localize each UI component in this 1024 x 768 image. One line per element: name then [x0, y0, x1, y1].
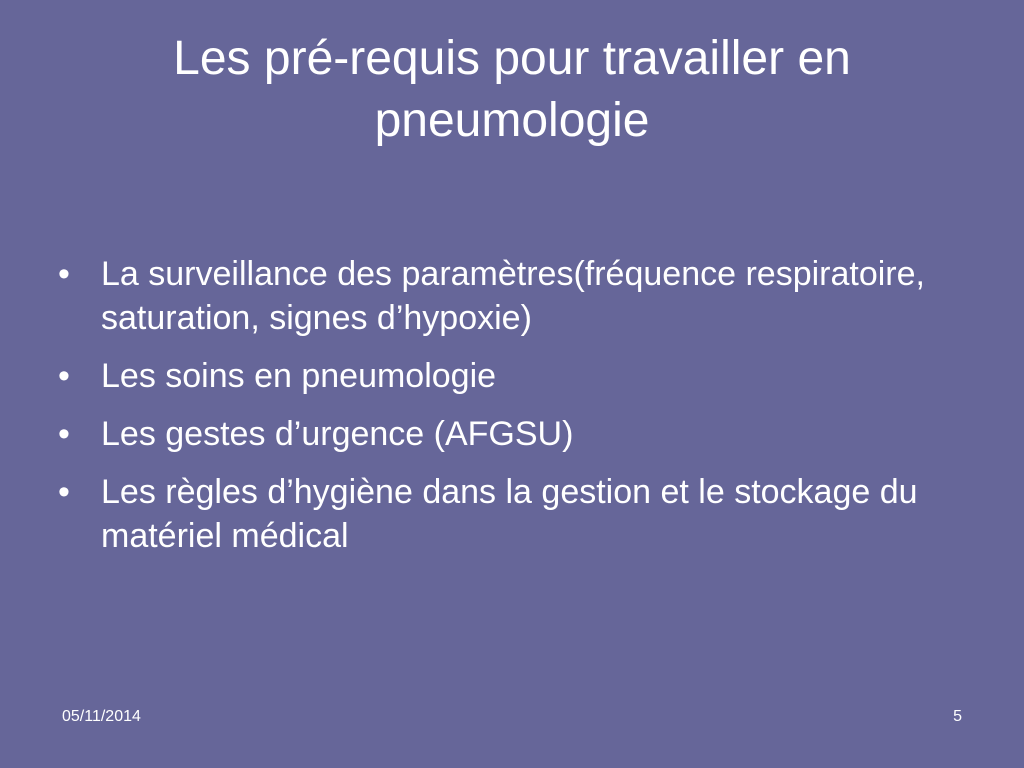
bullet-item — [0, 252, 1024, 340]
bullet-marker: • — [58, 415, 70, 453]
bullet-item — [0, 470, 1024, 558]
bullet-text: La surveillance des paramètres(fréquence respiratoire, saturation, signes d’hypoxie) — [101, 255, 925, 337]
slide-title: Les pré-requis pour travailler en pneumologie — [173, 32, 851, 147]
bullet-text: Les soins en pneumologie — [101, 357, 497, 395]
bullet-item — [0, 412, 1024, 456]
bullet-text: Les règles d’hygiène dans la gestion et le stockage du matériel médical — [101, 473, 918, 555]
bullet-marker: • — [58, 473, 70, 511]
bullet-item — [0, 354, 1024, 398]
bullet-list — [0, 252, 1024, 572]
bullet-marker: • — [58, 255, 70, 293]
bullet-text: Les gestes d’urgence (AFGSU) — [101, 415, 574, 453]
bullet-marker: • — [58, 357, 70, 395]
page-number: 5 — [953, 708, 962, 725]
footer-date: 05/11/2014 — [62, 708, 141, 725]
